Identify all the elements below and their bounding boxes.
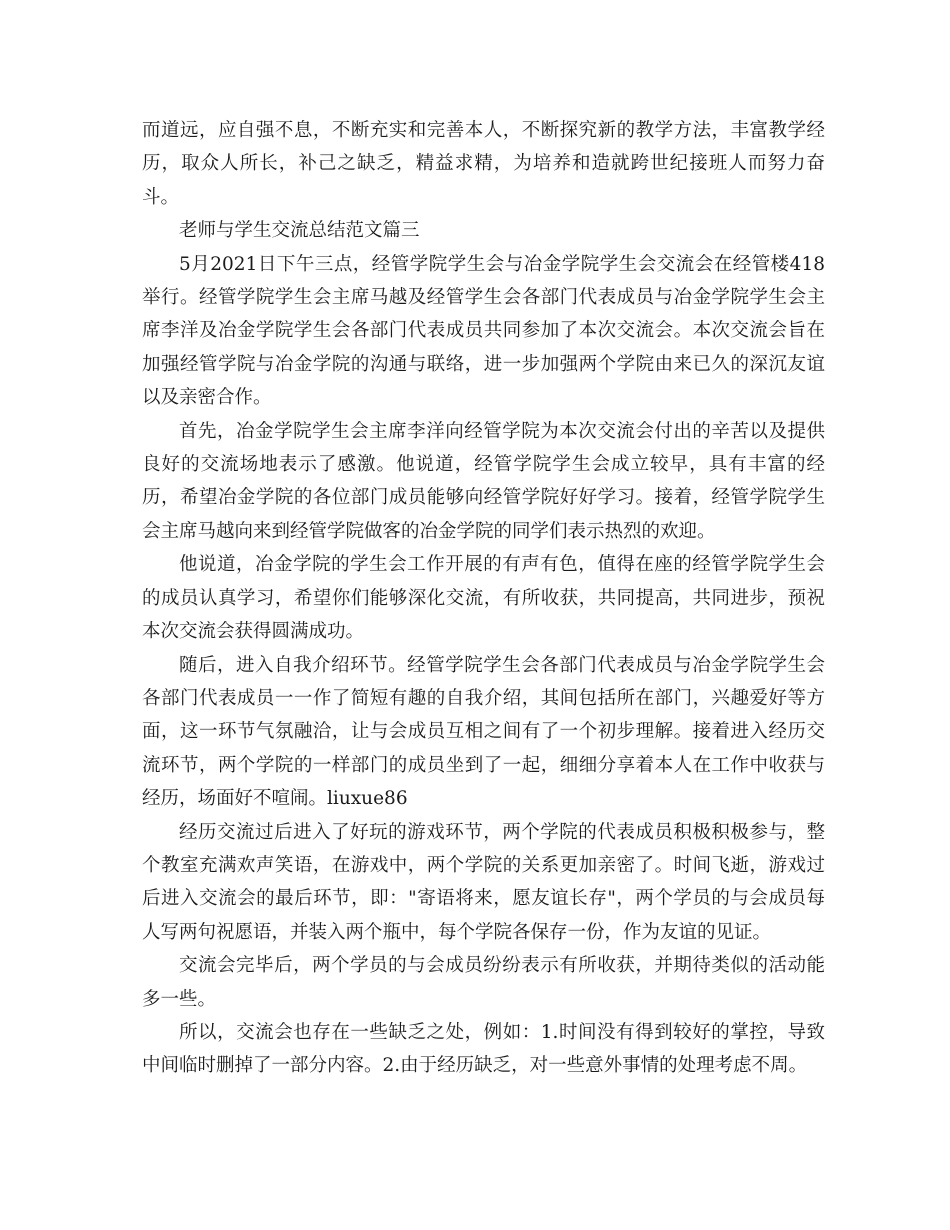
section-heading: 老师与学生交流总结范文篇三 xyxy=(179,220,420,242)
paragraph: 而道远，应自强不息，不断充实和完善本人，不断探究新的教学方法，丰富教学经历，取众人所长，补己之缺乏，精益求精，为培养和造就跨世纪接班人而努力奋斗。 xyxy=(142,120,825,208)
document-body xyxy=(142,114,825,1083)
paragraph: 随后，进入自我介绍环节。经管学院学生会各部门代表成员与冶金学院学生会各部门代表成员一一作了简短有趣的自我介绍，其间包括所在部门，兴趣爱好等方面，这一环节气氛融洽，让与会成员互相之间有了一个初步理解。接着进入经历交流环节，两个学院的一样部门的成员坐到了一起，细细分享着本人在工作中收获与经历，场面好不喧闹。liuxue86 xyxy=(142,654,825,810)
paragraph: 首先，冶金学院学生会主席李洋向经管学院为本次交流会付出的辛苦以及提供良好的交流场地表示了感激。他说道，经管学院学生会成立较早，具有丰富的经历，希望冶金学院的各位部门成员能够向经管学院好好学习。接着，经管学院学生会主席马越向来到经管学院做客的冶金学院的同学们表示热烈的欢迎。 xyxy=(142,420,825,542)
paragraph: 交流会完毕后，两个学员的与会成员纷纷表示有所收获，并期待类似的活动能多一些。 xyxy=(142,955,825,1010)
paragraph: 所以，交流会也存在一些缺乏之处，例如：1.时间没有得到较好的掌控，导致中间临时删掉了一部分内容。2.由于经历缺乏，对一些意外事情的处理考虑不周。 xyxy=(142,1021,825,1077)
paragraph: 他说道，冶金学院的学生会工作开展的有声有色，值得在座的经管学院学生会的成员认真学习，希望你们能够深化交流，有所收获，共同提高，共同进步，预祝本次交流会获得圆满成功。 xyxy=(142,554,825,643)
paragraph: 5月2021日下午三点，经管学院学生会与冶金学院学生会交流会在经管楼418举行。经管学院学生会主席马越及经管学生会各部门代表成员与冶金学院学生会主席李洋及冶金学院学生会各部门代表成员共同参加了本次交流会。本次交流会旨在加强经管学院与冶金学院的沟通与联络，进一步加强两个学院由来已久的深沉友谊以及亲密合作。 xyxy=(142,253,825,409)
paragraph: 经历交流过后进入了好玩的游戏环节，两个学院的代表成员积极积极参与，整个教室充满欢声笑语，在游戏中，两个学院的关系更加亲密了。时间飞逝，游戏过后进入交流会的最后环节，即："寄语将来，愿友谊长存"，两个学员的与会成员每人写两句祝愿语，并装入两个瓶中，每个学院各保存一份，作为友谊的见证。 xyxy=(142,821,825,943)
